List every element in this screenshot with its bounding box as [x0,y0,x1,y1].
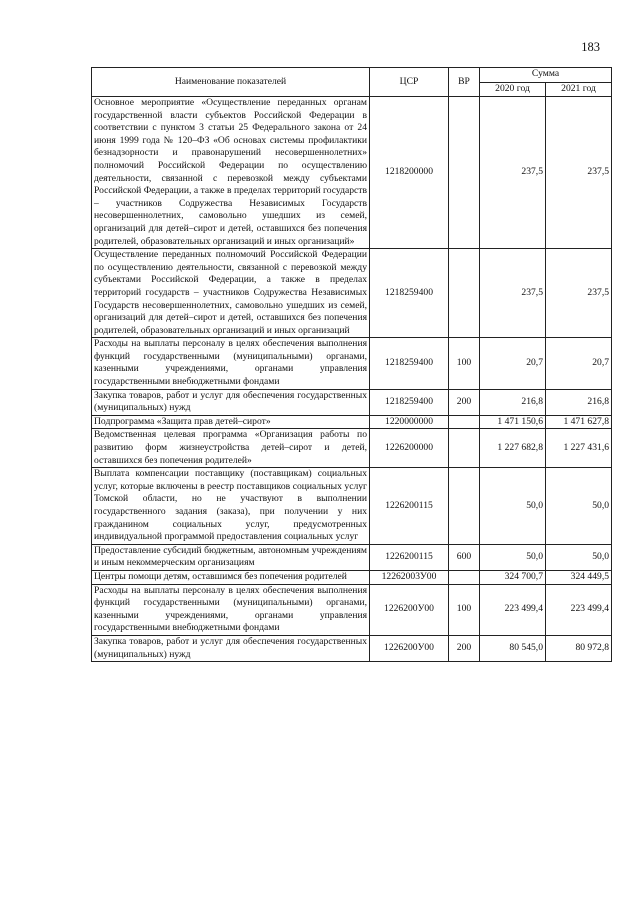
table-body [92,97,612,662]
budget-table [91,67,612,662]
row-vr [449,415,480,429]
table-row [92,570,612,584]
header-year-2020: 2020 год [480,82,546,97]
table-row [92,635,612,661]
row-name: Ведомственная целевая программа «Организация работы по развитию форм жизнеустройства детей–сирот и детей, оставшихся без попечения родителей» [92,429,370,468]
header-vr: ВР [449,68,480,97]
table-row [92,338,612,389]
row-name: Осуществление переданных полномочий Российской Федерации по осуществлению деятельности, связанной с перевозкой между субъектами Российской Федерации, а также в пределах территорий государств – участников Содружества Независимых Государств несовершеннолетних, самовольно ушедших из семей, организаций для детей–сирот и детей, оставшихся без попечения родителей, образовательных организаций и иных организаций [92,249,370,338]
table-row [92,584,612,635]
table-row [92,389,612,415]
row-name: Основное мероприятие «Осуществление переданных органам государственной власти субъектов Российской Федерации в соответствии с пунктом 3 статьи 25 Федерального закона от 24 июня 1999 года № 120–ФЗ «Об основах системы профилактики безнадзорности и правонарушений несовершеннолетних» полномочий Российской Федерации по осуществлению деятельности, связанной с перевозкой между субъектами Российской Федерации, а также в пределах территорий государств – участников Содружества Независимых Государств несовершеннолетних, самовольно ушедших из семей, организаций для детей–сирот и детей, оставшихся без попечения родителей, образовательных организаций и иных организаций» [92,97,370,249]
table-row [92,544,612,570]
row-amount-2021: 324 449,5 [546,570,612,584]
row-csr: 1220000000 [370,415,449,429]
table-row [92,97,612,249]
row-amount-2020: 223 499,4 [480,584,546,635]
row-vr [449,429,480,468]
row-amount-2020: 20,7 [480,338,546,389]
header-csr: ЦСР [370,68,449,97]
row-vr: 200 [449,635,480,661]
row-csr: 12262003У00 [370,570,449,584]
row-vr: 100 [449,584,480,635]
row-amount-2021: 1 227 431,6 [546,429,612,468]
table-row [92,415,612,429]
row-amount-2021: 237,5 [546,249,612,338]
page-number: 183 [581,40,600,54]
row-vr: 200 [449,389,480,415]
row-amount-2021: 223 499,4 [546,584,612,635]
table-header [92,68,612,97]
row-amount-2021: 50,0 [546,468,612,545]
row-amount-2021: 80 972,8 [546,635,612,661]
row-vr [449,97,480,249]
row-amount-2021: 20,7 [546,338,612,389]
header-year-2021: 2021 год [546,82,612,97]
row-name: Расходы на выплаты персоналу в целях обеспечения выполнения функций государственными (муниципальными) органами, казенными учреждениями, органами управления государственными внебюджетными фондами [92,338,370,389]
table-row [92,468,612,545]
row-name: Выплата компенсации поставщику (поставщикам) социальных услуг, которые включены в реестр поставщиков социальных услуг Томской области, но не участвуют в выполнении государственного задания (заказа), при получении у них гражданином социальных услуг, предусмотренных индивидуальной программой предоставления социальных услуг [92,468,370,545]
row-name: Подпрограмма «Защита прав детей–сирот» [92,415,370,429]
row-amount-2021: 216,8 [546,389,612,415]
row-amount-2020: 1 471 150,6 [480,415,546,429]
row-vr: 100 [449,338,480,389]
row-csr: 1226200115 [370,544,449,570]
row-amount-2020: 237,5 [480,249,546,338]
row-csr: 1226200У00 [370,584,449,635]
row-vr [449,249,480,338]
table-row [92,429,612,468]
row-vr [449,570,480,584]
row-name: Закупка товаров, работ и услуг для обеспечения государственных (муниципальных) нужд [92,635,370,661]
row-csr: 1218200000 [370,97,449,249]
row-csr: 1218259400 [370,389,449,415]
row-amount-2021: 50,0 [546,544,612,570]
table-row [92,249,612,338]
row-amount-2020: 324 700,7 [480,570,546,584]
row-amount-2020: 80 545,0 [480,635,546,661]
row-amount-2020: 237,5 [480,97,546,249]
row-csr: 1226200000 [370,429,449,468]
row-name: Предоставление субсидий бюджетным, автономным учреждениям и иным некоммерческим организациям [92,544,370,570]
row-amount-2020: 50,0 [480,468,546,545]
header-name: Наименование показателей [92,68,370,97]
header-sum: Сумма [480,68,612,83]
row-name: Центры помощи детям, оставшимся без попечения родителей [92,570,370,584]
row-name: Закупка товаров, работ и услуг для обеспечения государственных (муниципальных) нужд [92,389,370,415]
row-csr: 1218259400 [370,338,449,389]
row-csr: 1218259400 [370,249,449,338]
row-csr: 1226200У00 [370,635,449,661]
row-vr [449,468,480,545]
row-vr: 600 [449,544,480,570]
row-amount-2021: 1 471 627,8 [546,415,612,429]
row-amount-2020: 216,8 [480,389,546,415]
row-amount-2021: 237,5 [546,97,612,249]
row-name: Расходы на выплаты персоналу в целях обеспечения выполнения функций государственными (муниципальными) органами, казенными учреждениями, органами управления государственными внебюджетными фондами [92,584,370,635]
row-amount-2020: 1 227 682,8 [480,429,546,468]
row-amount-2020: 50,0 [480,544,546,570]
row-csr: 1226200115 [370,468,449,545]
header-row-1 [92,68,612,83]
